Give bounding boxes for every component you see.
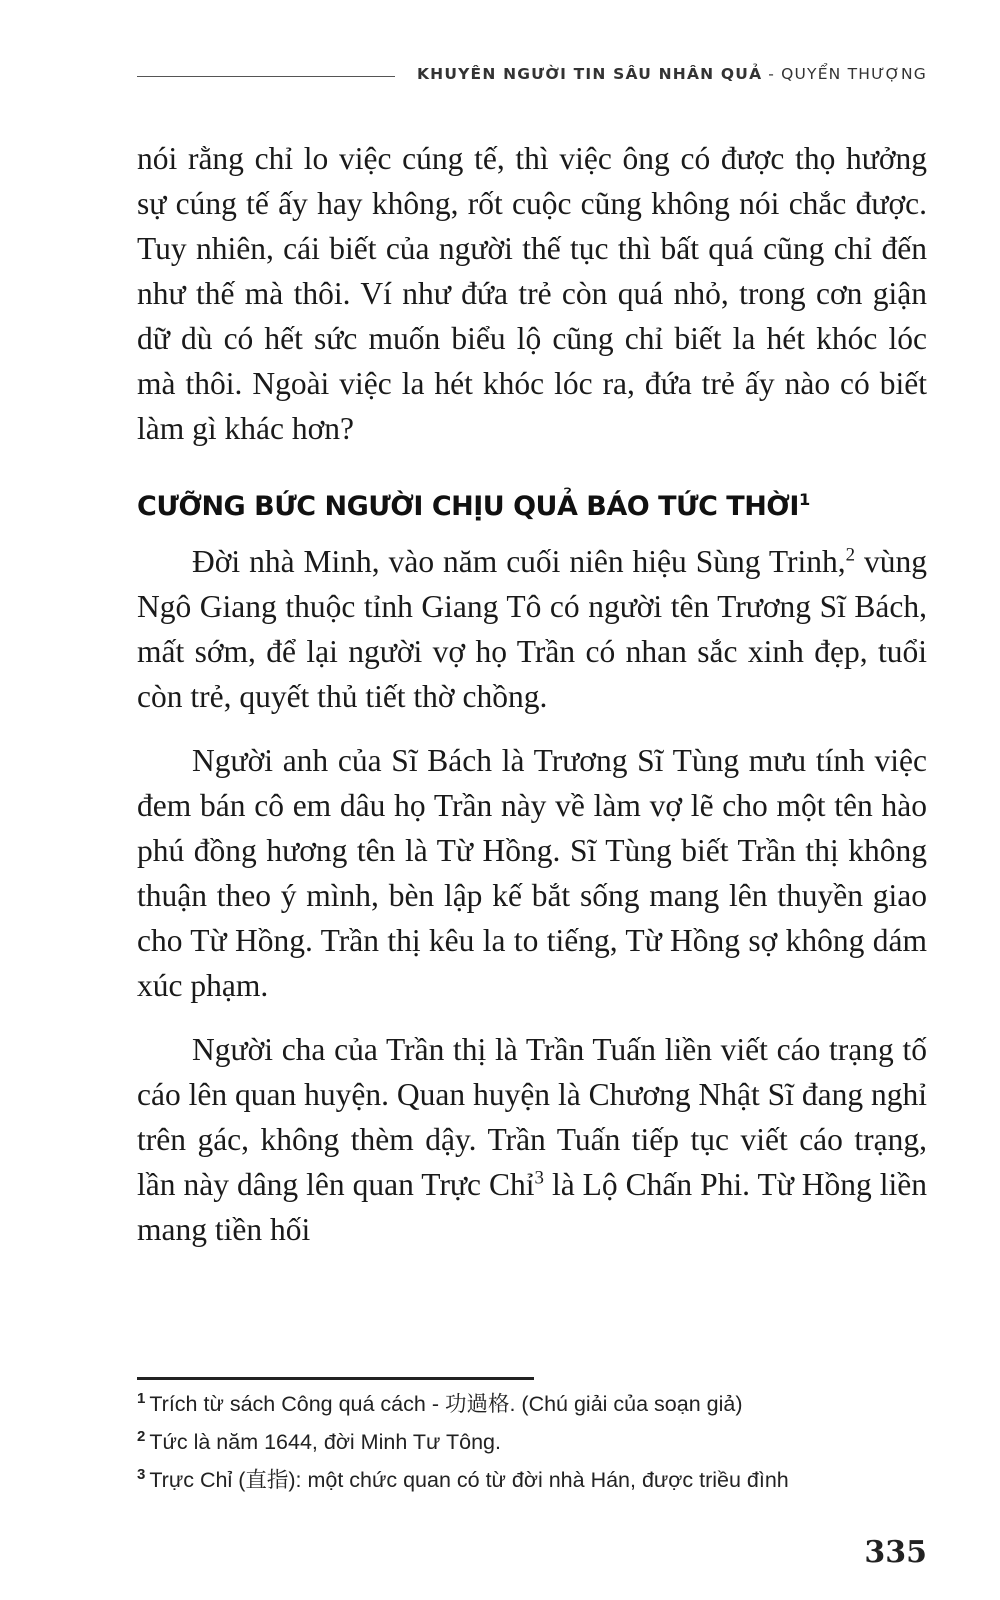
- running-header: [137, 60, 927, 88]
- paragraph-4-part-b: là Lộ Chấn Phi. Từ Hồng liền mang tiền hối: [137, 1167, 928, 1247]
- footnote-number: 1: [137, 1390, 146, 1407]
- paragraph-4: [137, 1027, 927, 1252]
- footnote-2: [137, 1418, 927, 1456]
- footnote-3: [137, 1456, 927, 1494]
- volume-title: QUYỂN THƯỢNG: [781, 65, 927, 83]
- paragraph-continued: nói rằng chỉ lo việc cúng tế, thì việc ông có được thọ hưởng sự cúng tế ấy hay không, rốt cuộc cũng không nói chắc được. Tuy nhiên, cái biết của người thế tục thì bất quá cũng chỉ đến như thế mà thôi. Ví như đứa trẻ còn quá nhỏ, trong cơn giận dữ dù có hết sức muốn biểu lộ cũng chỉ biết la hét khóc lóc mà thôi. Ngoài việc la hét khóc lóc ra, đứa trẻ ấy nào có biết làm gì khác hơn?: [137, 141, 927, 446]
- page-number: 335: [864, 1535, 927, 1570]
- footnote-number: 3: [137, 1466, 146, 1483]
- footnote-ref-3: 3: [534, 1167, 544, 1189]
- book-title: KHUYÊN NGƯỜI TIN SÂU NHÂN QUẢ: [416, 65, 763, 83]
- footnote-text: Trích từ sách Công quá cách - 功過格. (Chú giải của soạn giả): [149, 1392, 743, 1416]
- main-text: [137, 136, 927, 1252]
- footnotes: [137, 1380, 927, 1494]
- header-separator: -: [768, 65, 776, 83]
- footnote-1: [137, 1380, 927, 1418]
- paragraph-4-part-a: Người cha của Trần thị là Trần Tuấn liền viết cáo trạng tố cáo lên quan huyện. Quan huyện là Chương Nhật Sĩ đang nghỉ trên gác, không thèm dậy. Trần Tuấn tiếp tục viết cáo trạng, lần này dâng lên quan Trực Chỉ: [137, 1032, 927, 1202]
- footnote-text: Tức là năm 1644, đời Minh Tư Tông.: [149, 1430, 501, 1454]
- paragraph-2-part-a: Đời nhà Minh, vào năm cuối niên hiệu Sùng Trinh,: [192, 544, 846, 579]
- footnote-number: 2: [137, 1428, 146, 1445]
- footnote-text: Trực Chỉ (直指): một chức quan có từ đời nhà Hán, được triều đình: [149, 1468, 789, 1492]
- section-heading-text: CƯỠNG BỨC NGƯỜI CHỊU QUẢ BÁO TỨC THỜI: [137, 491, 799, 522]
- paragraph-3: Người anh của Sĩ Bách là Trương Sĩ Tùng mưu tính việc đem bán cô em dâu họ Trần này về làm vợ lẽ cho một tên hào phú đồng hương tên là Từ Hồng. Sĩ Tùng biết Trần thị không thuận theo ý mình, bèn lập kế bắt sống mang lên thuyền giao cho Từ Hồng. Trần thị kêu la to tiếng, Từ Hồng sợ không dám xúc phạm.: [137, 743, 927, 1003]
- footnote-ref-2: 2: [845, 544, 856, 566]
- paragraph-2-part-b: vùng Ngô Giang thuộc tỉnh Giang Tô có người tên Trương Sĩ Bách, mất sớm, để lại người vợ họ Trần có nhan sắc xinh đẹp, tuổi còn trẻ, quyết thủ tiết thờ chồng.: [137, 544, 928, 714]
- paragraph-2: [137, 539, 927, 719]
- footnote-ref-1: 1: [798, 490, 810, 509]
- header-rule: [137, 76, 395, 77]
- section-heading: [137, 487, 927, 527]
